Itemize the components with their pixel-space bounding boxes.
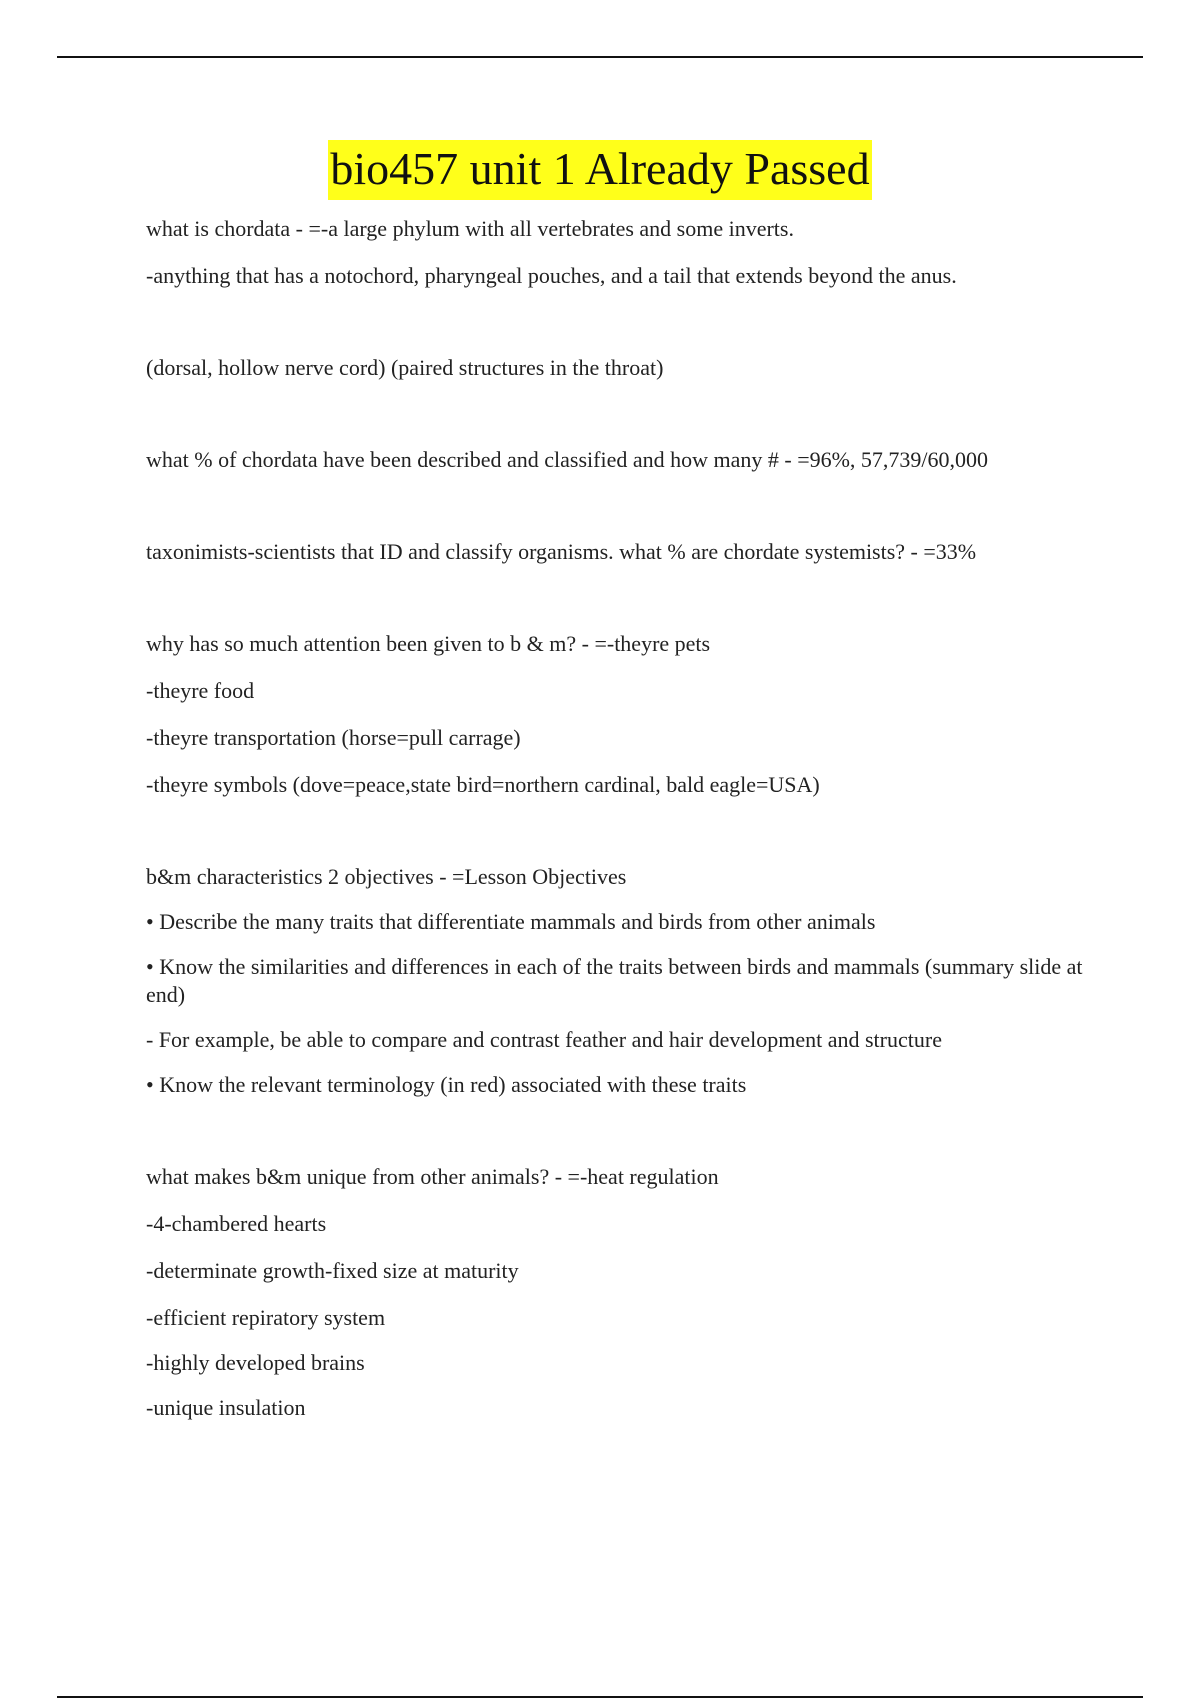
title-container [0, 140, 1200, 200]
document-body [146, 215, 1106, 1422]
text-line: taxonimists-scientists that ID and classify organisms. what % are chordate systemists? - =33% [146, 539, 977, 564]
document-title: bio457 unit 1 Already Passed [328, 140, 871, 200]
bottom-rule [57, 1696, 1143, 1698]
text-line: what makes b&m unique from other animals? - =-heat regulation [146, 1164, 719, 1189]
text-line: b&m characteristics 2 objectives - =Lesson Objectives [146, 864, 627, 889]
text-line: -4-chambered hearts [146, 1211, 327, 1236]
text-line: why has so much attention been given to b & m? - =-theyre pets [146, 631, 711, 656]
text-line: -theyre transportation (horse=pull carrage) [146, 725, 521, 750]
text-line: - For example, be able to compare and contrast feather and hair development and structure [146, 1027, 942, 1052]
text-line: -highly developed brains [146, 1350, 365, 1375]
text-line: -theyre food [146, 678, 255, 703]
text-line: what % of chordata have been described and classified and how many # - =96%, 57,739/60,000 [146, 447, 989, 472]
text-line: what is chordata - =-a large phylum with all vertebrates and some inverts. [146, 216, 794, 241]
top-rule [57, 56, 1143, 58]
text-line: • Know the relevant terminology (in red) associated with these traits [146, 1072, 747, 1097]
text-line: -theyre symbols (dove=peace,state bird=northern cardinal, bald eagle=USA) [146, 772, 820, 797]
text-line: (dorsal, hollow nerve cord) (paired structures in the throat) [146, 355, 664, 380]
text-line: • Describe the many traits that differentiate mammals and birds from other animals [146, 909, 876, 934]
text-line: -efficient repiratory system [146, 1305, 386, 1330]
text-line: -unique insulation [146, 1395, 306, 1420]
text-line: -anything that has a notochord, pharyngeal pouches, and a tail that extends beyond the anus. [146, 263, 957, 288]
text-line: • Know the similarities and differences in each of the traits between birds and mammals (summary slide at end) [146, 954, 1083, 1007]
text-line: -determinate growth-fixed size at maturity [146, 1258, 519, 1283]
